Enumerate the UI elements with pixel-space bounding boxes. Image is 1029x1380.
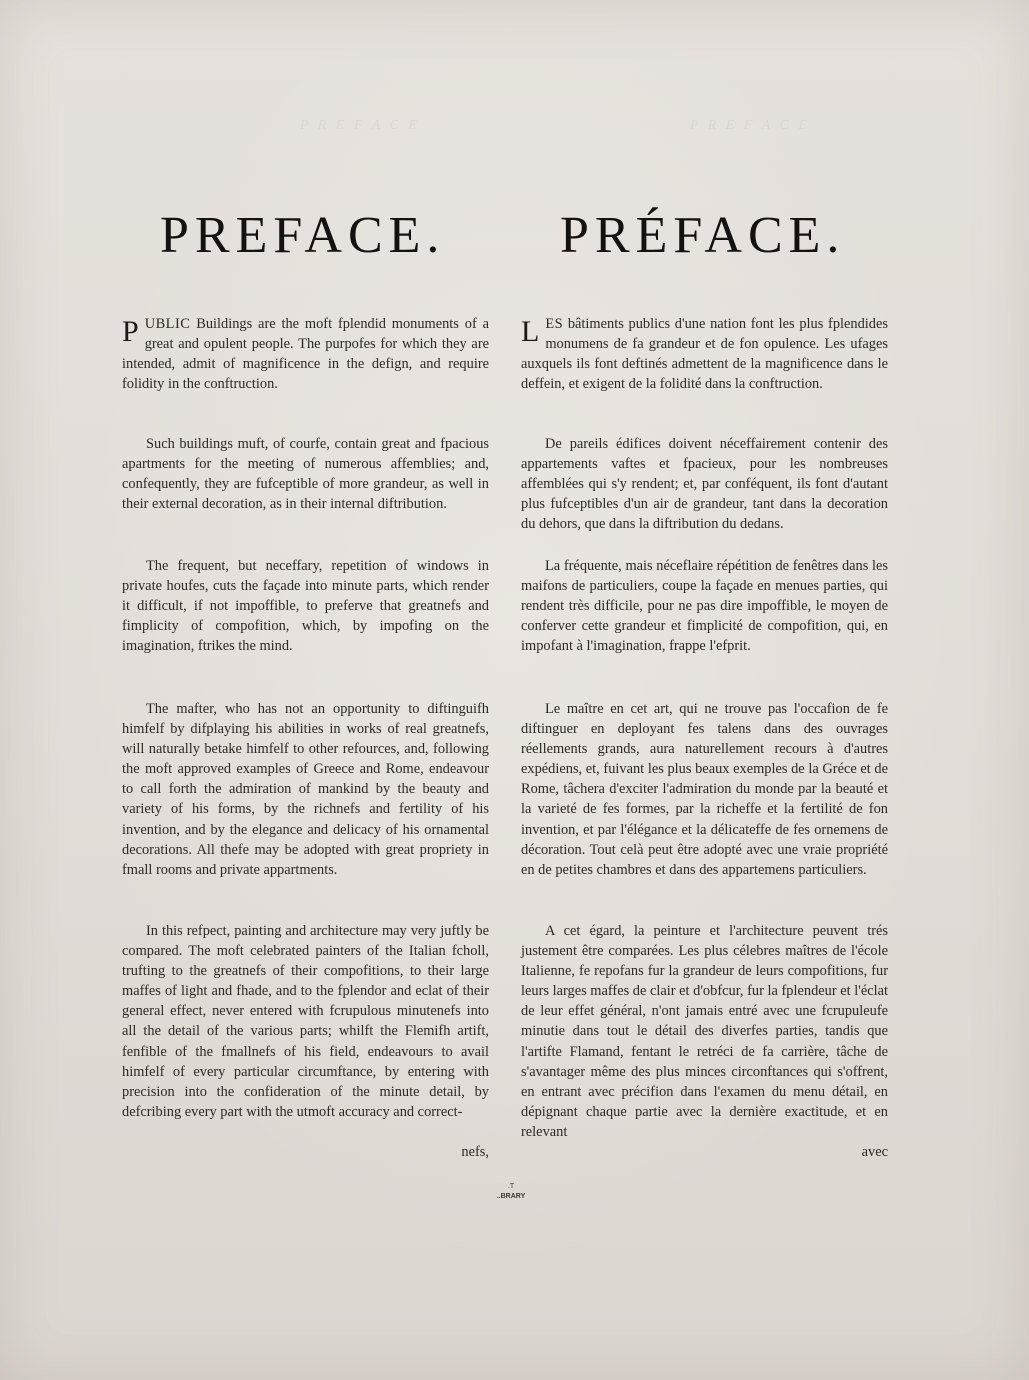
french-paragraph-2 [521,434,888,534]
english-paragraph-5-text: In this refpect, painting and architecture may very juftly be compared. The moft celebrated painters of the Italian fcholl, trufting to the greatnefs of their compofitions, to their large maffes of light and fhade, and to the fplendor and eclat of their general effect, never entered with fcrupulous minutenefs into all the detail of the various parts; whilft the Flemifh artift, fenfible of the fmallnefs of his field, endeavours to avail himfelf of every particular circumftance, by entering with precision into the confideration of the minute detail, by defcribing every part with the utmoft accuracy and correct- [122,923,489,1120]
english-paragraph-3 [122,556,489,656]
french-catchword: avec [861,1144,888,1160]
bleed-through-mark: P R E F A C E [300,118,420,133]
french-paragraph-3-text: La fréquente, mais néceflaire répétition de fenêtres dans les maifons de particuliers, coupe la façade en menues parties, qui rendent très difficile, pour ne pas dire impoffible, le moyen de conferver cette grandeur et fimplicité de compofition, qui, en impofant à l'imagination, frappe l'efprit. [521,558,888,655]
english-paragraph-1-text: Buildings are the moft fplendid monuments of a great and opulent people. The purpofes for which they are intended, admit of magnificence in the defign, and require folidity in the conftruction. [122,316,489,393]
french-paragraph-2-text: De pareils édifices doivent néceffairement contenir des appartements vaftes et fpacieux, pour les nombreuses affemblées qui s'y rendent; et, par conféquent, ils font d'autant plus fufceptibles d'un air de grandeur, tant dans la decoration du dehors, que dans la diftribution du dedans. [521,436,888,533]
library-stamp-line-1: .T [507,1183,515,1190]
french-paragraph-4 [521,699,888,880]
french-paragraph-1 [521,314,888,394]
english-dropcap: P [122,315,139,348]
english-title: PREFACE. [160,207,446,264]
english-paragraph-4 [122,699,489,880]
english-paragraph-5 [122,921,489,1122]
english-lead-word: UBLIC [144,316,191,332]
english-catchword: nefs, [461,1144,489,1160]
french-paragraph-3 [521,556,888,656]
english-paragraph-1 [122,314,489,394]
english-paragraph-2-text: Such buildings muft, of courfe, contain great and fpacious apartments for the meeting of numerous affemblies; and, confequently, they are fufceptible of more grandeur, as well in their external decoration, as in their internal diftribution. [122,436,489,513]
french-paragraph-1-text: bâtiments publics d'une nation font les plus fplendides monumens de fa grandeur et de fon opulence. Les ufages auxquels ils font deftinés admettent de la magnificence dans le deffein, et exigent de la folidité dans la conftruction. [521,316,888,393]
french-title: PRÉFACE. [560,207,846,264]
library-stamp [491,1182,531,1202]
french-paragraph-5-text: A cet égard, la peinture et l'architecture peuvent trés justement être comparées. Les plus célebres maîtres de l'école Italienne, fe repofans fur la grandeur de leurs compofitions, fur leurs larges maffes de clair et d'obfcur, fur la fplendeur et l'éclat de leur effet général, n'ont jamais entré avec une fcrupuleufe minutie dans tout le détail des diverfes parties, tandis que l'artifte Flamand, fentant le retréci de fa carrière, tâche de s'avantager même des plus minces circonftances qui s'offrent, en entrant avec précifion dans l'examen du menu détail, en dépignant chaque partie avec la dernière exactitude, et en relevant [521,923,888,1140]
french-paragraph-5 [521,921,888,1142]
english-paragraph-4-text: The mafter, who has not an opportunity to diftinguifh himfelf by difplaying his abilities in works of real greatnefs, will naturally betake himfelf to other refources, and, following the moft approved examples of Greece and Rome, endeavour to call forth the admiration of mankind by the beauty and variety of his forms, by the richnefs and fertility of his invention, and by the elegance and delicacy of his ornamental decorations. All thefe may be adopted with great propriety in fmall rooms and private appartments. [122,701,489,878]
french-lead-word: ES [545,316,564,332]
english-paragraph-2 [122,434,489,514]
french-dropcap: L [521,315,540,348]
bleed-through-mark: P R E F A C E [690,118,810,133]
french-paragraph-4-text: Le maître en cet art, qui ne trouve pas l'occafion de fe diftinguer en deployant fes talens dans des ouvrages réellements grands, aura naturellement recours à d'autres expédiens, et, fuivant les plus beaux exemples de la Gréce et de Rome, tâchera d'exciter l'admiration du monde par la beauté et la varieté de fes formes, par la richeffe et la fertilité de fon invention, et par l'élégance et la délicateffe de fes ornemens de décoration. Tout celà peut être adopté avec une vraie propriété en de petites chambres et dans des appartemens particuliers. [521,701,888,878]
library-stamp-line-2: ..BRARY [496,1193,526,1200]
english-paragraph-3-text: The frequent, but neceffary, repetition of windows in private houfes, cuts the façade into minute parts, which render it difficult, if not impoffible, to preferve that greatnefs and fimplicity of compofition, which, by impofing on the imagination, ftrikes the mind. [122,558,489,655]
